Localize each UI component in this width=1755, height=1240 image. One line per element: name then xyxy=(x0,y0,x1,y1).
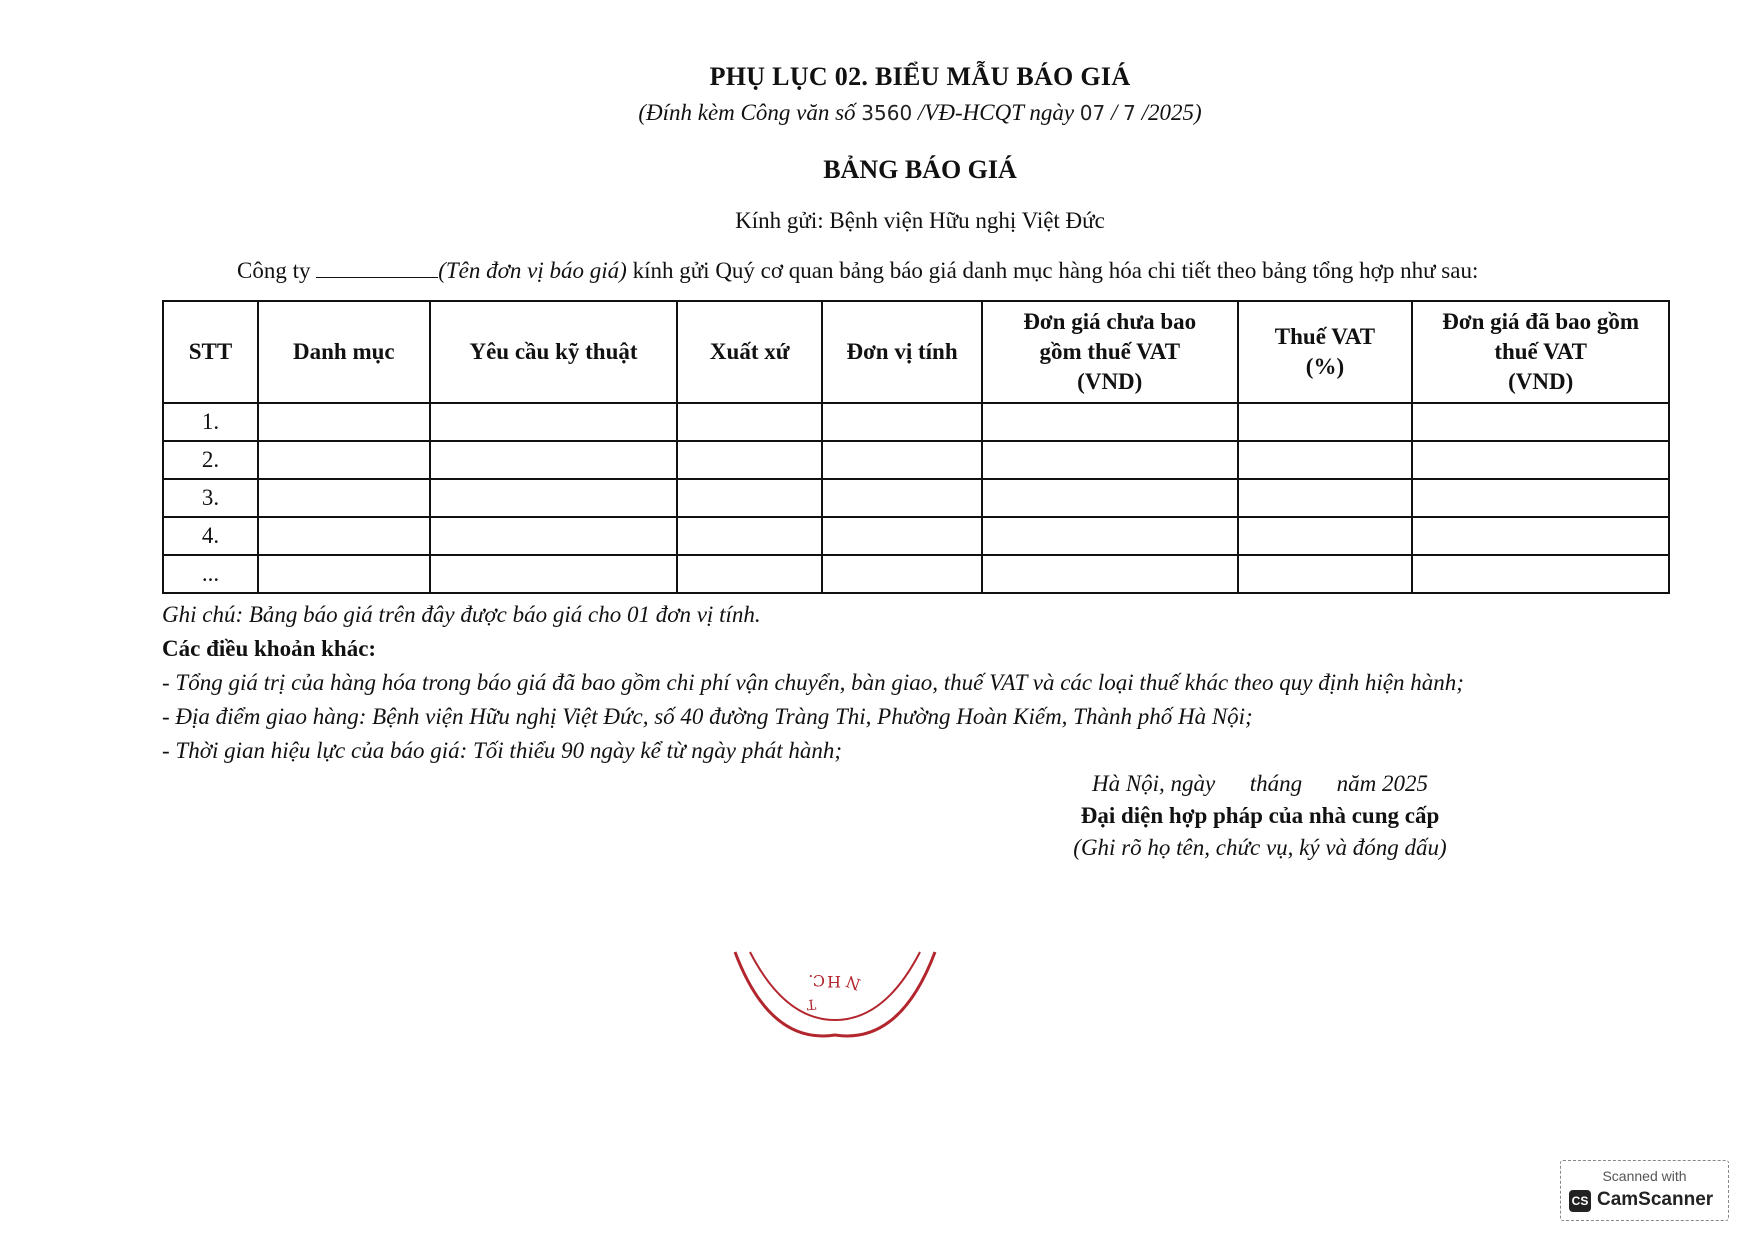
row-index: 4. xyxy=(163,517,258,555)
quote-table xyxy=(162,300,1670,594)
row-index: 3. xyxy=(163,479,258,517)
term-item: - Thời gian hiệu lực của báo giá: Tối thiểu 90 ngày kể từ ngày phát hành; xyxy=(162,738,842,763)
table-header-row xyxy=(163,301,1669,403)
notes-section xyxy=(162,598,1464,768)
header-line: gồm thuế VAT xyxy=(1039,339,1181,364)
cell[interactable] xyxy=(258,479,430,517)
svg-text:N: N xyxy=(843,971,864,995)
cell[interactable] xyxy=(1238,555,1413,593)
header-line: Đơn giá chưa bao xyxy=(1023,309,1197,334)
attachment-mid: /VĐ-HCQT ngày xyxy=(917,100,1075,125)
header-danh-muc: Danh mục xyxy=(258,301,430,403)
header-line: (%) xyxy=(1305,354,1345,379)
intro-prefix: Công ty xyxy=(237,258,311,283)
cell[interactable] xyxy=(258,555,430,593)
cell[interactable] xyxy=(1238,441,1413,479)
cell[interactable] xyxy=(1412,555,1669,593)
intro-paragraph xyxy=(237,258,1478,284)
cell[interactable] xyxy=(677,479,822,517)
signature-hint: (Ghi rõ họ tên, chức vụ, ký và đóng dấu) xyxy=(1073,835,1447,860)
header-don-gia-chua-vat xyxy=(982,301,1238,403)
cell[interactable] xyxy=(822,517,982,555)
cell[interactable] xyxy=(982,555,1238,593)
cell[interactable] xyxy=(822,441,982,479)
cell[interactable] xyxy=(430,517,678,555)
attachment-prefix: (Đính kèm Công văn số xyxy=(638,100,856,125)
header-line: (VND) xyxy=(1508,369,1574,394)
term-item: - Địa điểm giao hàng: Bệnh viện Hữu nghị Việt Đức, số 40 đường Tràng Thi, Phường Hoàn Kiếm, Thành phố Hà Nội; xyxy=(162,704,1253,729)
row-index: 1. xyxy=(163,403,258,441)
header-line: Đơn giá đã bao gồm xyxy=(1442,309,1640,334)
cell[interactable] xyxy=(822,555,982,593)
header-line: thuế VAT xyxy=(1494,339,1587,364)
header-line: (VND) xyxy=(1077,369,1143,394)
cell[interactable] xyxy=(430,403,678,441)
intro-rest: kính gửi Quý cơ quan bảng báo giá danh mục hàng hóa chi tiết theo bảng tổng hợp như sau: xyxy=(632,258,1479,283)
table-row xyxy=(163,517,1669,555)
cell[interactable] xyxy=(677,517,822,555)
cell[interactable] xyxy=(258,403,430,441)
cell[interactable] xyxy=(677,441,822,479)
cell[interactable] xyxy=(258,441,430,479)
recipient-line: Kính gửi: Bệnh viện Hữu nghị Việt Đức xyxy=(735,208,1105,233)
date-separator: / xyxy=(1110,100,1118,125)
intro-italic: (Tên đơn vị báo giá) xyxy=(438,258,627,283)
svg-text:H: H xyxy=(827,972,841,991)
cell[interactable] xyxy=(430,441,678,479)
table-row xyxy=(163,555,1669,593)
company-name-blank[interactable] xyxy=(316,259,438,278)
header-thue-vat xyxy=(1238,301,1413,403)
watermark-top: Scanned with xyxy=(1602,1168,1687,1184)
cell[interactable] xyxy=(1412,403,1669,441)
quote-heading: BẢNG BÁO GIÁ xyxy=(823,155,1017,184)
header-don-gia-da-vat xyxy=(1412,301,1669,403)
svg-text:T: T xyxy=(805,995,817,1013)
cell[interactable] xyxy=(1412,517,1669,555)
cell[interactable] xyxy=(822,403,982,441)
camscanner-watermark xyxy=(1560,1160,1729,1221)
header-don-vi: Đơn vị tính xyxy=(822,301,982,403)
cell[interactable] xyxy=(982,517,1238,555)
row-index: 2. xyxy=(163,441,258,479)
header-line: Thuế VAT xyxy=(1274,324,1376,349)
cell[interactable] xyxy=(1238,479,1413,517)
cell[interactable] xyxy=(982,441,1238,479)
cell[interactable] xyxy=(1238,517,1413,555)
row-index: ... xyxy=(163,555,258,593)
cell[interactable] xyxy=(677,403,822,441)
cell[interactable] xyxy=(430,479,678,517)
table-row xyxy=(163,441,1669,479)
header-yeu-cau: Yêu cầu kỹ thuật xyxy=(430,301,678,403)
red-seal-stamp xyxy=(730,950,940,1040)
cell[interactable] xyxy=(982,479,1238,517)
attachment-reference xyxy=(0,100,1755,126)
cell[interactable] xyxy=(822,479,982,517)
table-row xyxy=(163,479,1669,517)
handwritten-month: 7 xyxy=(1123,101,1136,125)
document-number: 3560 xyxy=(861,101,913,125)
terms-heading: Các điều khoản khác: xyxy=(162,636,377,661)
handwritten-day: 07 xyxy=(1079,101,1106,125)
header-xuat-xu: Xuất xứ xyxy=(677,301,822,403)
appendix-title: PHỤ LỤC 02. BIỂU MẪU BÁO GIÁ xyxy=(709,62,1131,91)
watermark-name: CamScanner xyxy=(1597,1189,1714,1210)
cell[interactable] xyxy=(1412,479,1669,517)
header-stt: STT xyxy=(163,301,258,403)
year-part: /2025) xyxy=(1141,100,1202,125)
cell[interactable] xyxy=(1412,441,1669,479)
cell[interactable] xyxy=(430,555,678,593)
cell[interactable] xyxy=(982,403,1238,441)
camscanner-logo-icon: CS xyxy=(1569,1190,1591,1212)
signature-title: Đại diện hợp pháp của nhà cung cấp xyxy=(1080,803,1440,828)
cell[interactable] xyxy=(677,555,822,593)
note-line: Ghi chú: Bảng báo giá trên đây được báo giá cho 01 đơn vị tính. xyxy=(162,602,761,627)
cell[interactable] xyxy=(258,517,430,555)
signature-block xyxy=(1060,768,1460,864)
cell[interactable] xyxy=(1238,403,1413,441)
signature-date: Hà Nội, ngày tháng năm 2025 xyxy=(1091,771,1429,796)
svg-text:C.: C. xyxy=(808,971,825,990)
table-row xyxy=(163,403,1669,441)
term-item: - Tổng giá trị của hàng hóa trong báo giá đã bao gồm chi phí vận chuyển, bàn giao, thuế VAT và các loại thuế khác theo quy định hiện hành; xyxy=(162,670,1464,695)
